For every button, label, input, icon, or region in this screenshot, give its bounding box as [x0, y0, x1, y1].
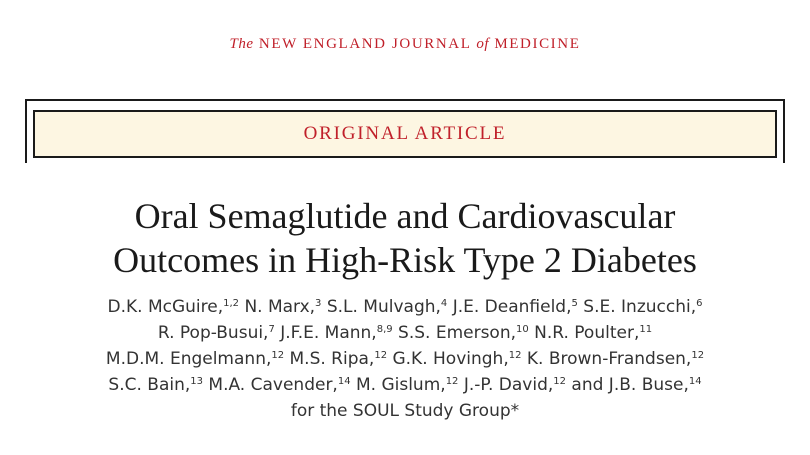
author-line [0, 346, 810, 372]
author-name: G.K. Hovingh, [392, 349, 509, 369]
author-name: M. Gislum, [355, 375, 446, 395]
article-title [0, 194, 810, 282]
author-name: S.S. Emerson, [398, 323, 517, 343]
author-name: M.A. Cavender, [208, 375, 338, 395]
author-affiliation-superscript: 12 [271, 350, 285, 361]
author-name: and J.B. Buse, [571, 375, 689, 395]
author-affiliation-superscript: 3 [315, 298, 322, 309]
author-affiliation-superscript: 14 [337, 376, 351, 387]
author-line [0, 294, 810, 320]
author-name: J.E. Deanfield, [452, 297, 572, 317]
author-line [0, 320, 810, 346]
author-affiliation-superscript: 12 [553, 376, 567, 387]
author-name: M.S. Ripa, [289, 349, 375, 369]
journal-header-part2: MEDICINE [494, 36, 581, 52]
author-name: M.D.M. Engelmann, [105, 349, 272, 369]
author-affiliation-superscript: 1,2 [223, 298, 240, 309]
author-name: K. Brown-Frandsen, [526, 349, 692, 369]
author-affiliation-superscript: 10 [516, 324, 529, 335]
author-affiliation-superscript: 4 [440, 298, 448, 309]
author-name: J.-P. David, [463, 375, 554, 395]
author-affiliation-superscript: 6 [696, 298, 703, 309]
author-line [0, 372, 810, 398]
article-type-label: ORIGINAL ARTICLE [303, 123, 507, 144]
author-name: for the SOUL Study Group* [290, 401, 520, 421]
author-affiliation-superscript: 12 [508, 350, 522, 361]
article-type-box [33, 110, 777, 158]
author-name: R. Pop-Busui, [157, 323, 269, 343]
journal-header-connector: of [476, 36, 489, 52]
author-name: S.L. Mulvagh, [326, 297, 441, 317]
author-name: N.R. Poulter, [534, 323, 640, 343]
article-title-line-2: Outcomes in High-Risk Type 2 Diabetes [113, 240, 697, 280]
author-line [0, 398, 810, 424]
journal-header-part1: NEW ENGLAND JOURNAL [258, 36, 471, 52]
article-title-line-1: Oral Semaglutide and Cardiovascular [134, 196, 676, 236]
author-affiliation-superscript: 12 [374, 350, 388, 361]
author-affiliation-superscript: 5 [571, 298, 578, 309]
author-name: J.F.E. Mann, [280, 323, 377, 343]
author-affiliation-superscript: 12 [691, 350, 705, 361]
author-name: D.K. McGuire, [107, 297, 224, 317]
author-name: S.E. Inzucchi, [583, 297, 697, 317]
author-name: S.C. Bain, [108, 375, 191, 395]
author-name: N. Marx, [244, 297, 316, 317]
author-affiliation-superscript: 11 [639, 324, 653, 335]
author-affiliation-superscript: 7 [268, 324, 275, 335]
author-affiliation-superscript: 14 [688, 376, 702, 387]
author-affiliation-superscript: 12 [445, 376, 459, 387]
author-affiliation-superscript: 8,9 [376, 324, 393, 335]
author-list [0, 294, 810, 424]
journal-header-prefix: The [229, 36, 254, 52]
author-affiliation-superscript: 13 [190, 376, 203, 387]
journal-header [0, 36, 810, 53]
